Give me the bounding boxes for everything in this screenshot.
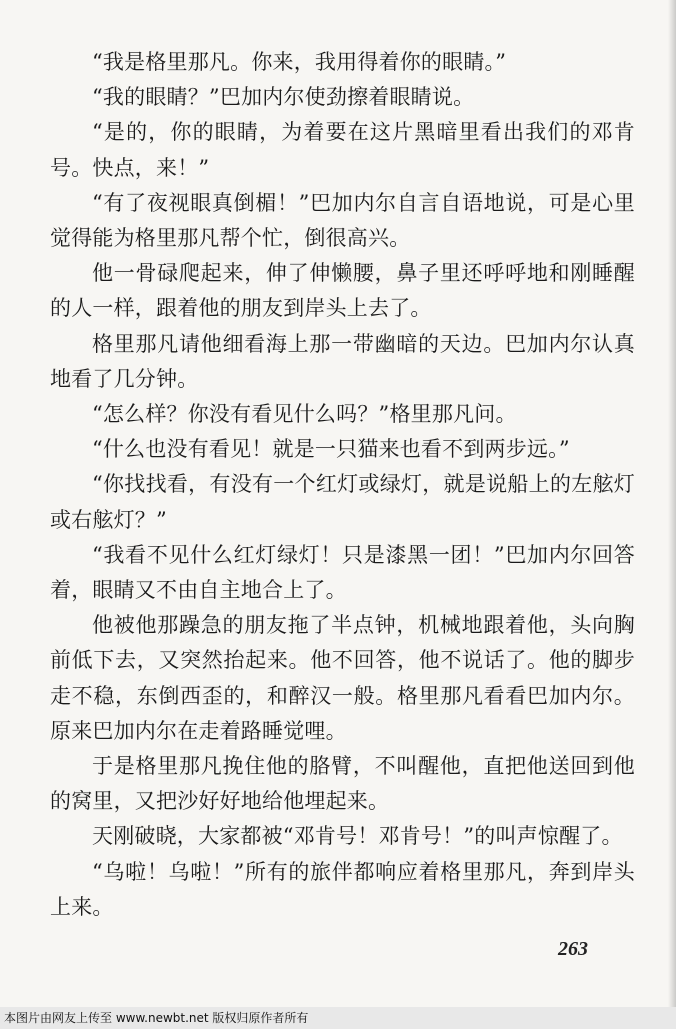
paragraph-3: “是的，你的眼睛，为着要在这片黑暗里看出我们的邓肯号。快点，来！” — [50, 120, 635, 180]
page-number: 263 — [558, 938, 588, 960]
paragraph-10: “我看不见什么红灯绿灯！只是漆黑一团！”巴加内尔回答着，眼睛又不由自主地合上了。 — [50, 542, 635, 603]
paragraph-6: 格里那凡请他细看海上那一带幽暗的天边。巴加内尔认真地看了几分钟。 — [50, 331, 635, 391]
body-text — [50, 45, 635, 925]
paragraph-13: 天刚破晓，大家都被“邓肯号！邓肯号！”的叫声惊醒了。 — [92, 824, 623, 849]
paragraph-12: 于是格里那凡挽住他的胳臂，不叫醒他，直把他送回到他的窝里，又把沙好好地给他埋起来。 — [50, 754, 635, 814]
paragraph-2: “我的眼睛？”巴加内尔使劲擦着眼睛说。 — [92, 85, 475, 110]
paragraph-1: “我是格里那凡。你来，我用得着你的眼睛。” — [92, 50, 507, 74]
paragraph-9: “你找找看，有没有一个红灯或绿灯，就是说船上的左舷灯或右舷灯？” — [50, 472, 635, 532]
paragraph-5: 他一骨碌爬起来，伸了伸懒腰，鼻子里还呼呼地和刚睡醒的人一样，跟着他的朋友到岸头上去了。 — [50, 261, 635, 321]
paragraph-7: “怎么样？你没有看见什么吗？”格里那凡问。 — [92, 402, 517, 427]
page-edge-shadow — [668, 0, 676, 1029]
paragraph-4: “有了夜视眼真倒楣！”巴加内尔自言自语地说，可是心里觉得能为格里那凡帮个忙，倒很高兴。 — [50, 190, 635, 251]
footer-watermark: 本图片由网友上传至 www.newbt.net 版权归原作者所有 — [0, 1007, 676, 1029]
paragraph-8: “什么也没有看见！就是一只猫来也看不到两步远。” — [92, 437, 570, 462]
paragraph-14: “乌啦！乌啦！”所有的旅伴都响应着格里那凡，奔到岸头上来。 — [50, 859, 635, 919]
paragraph-11: 他被他那躁急的朋友拖了半点钟，机械地跟着他，头向胸前低下去，又突然抬起来。他不回答，他不说话了。他的脚步走不稳，东倒西歪的，和醉汉一般。格里那凡看看巴加内尔。原来巴加内尔在走着路睡觉哩。 — [50, 613, 635, 743]
